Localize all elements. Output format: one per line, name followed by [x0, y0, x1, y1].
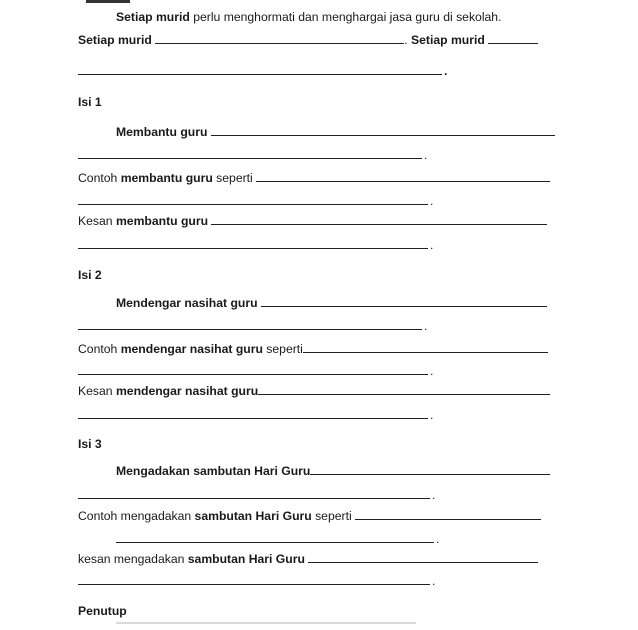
continuation-line [78, 194, 433, 208]
continuation-line [78, 488, 435, 502]
section-topic: Mendengar nasihat guru [116, 296, 258, 310]
line-end: . [430, 194, 434, 208]
faint-next-line [116, 622, 416, 624]
impression-topic: mendengar nasihat guru [115, 384, 259, 398]
fill-blank[interactable] [488, 33, 538, 44]
continuation-line [78, 408, 433, 422]
fill-blank[interactable] [308, 552, 538, 563]
example-topic: membantu guru [120, 171, 213, 185]
continuation-line [78, 574, 435, 588]
continuation-line [116, 532, 439, 546]
fill-blank[interactable] [116, 532, 434, 543]
fill-blank[interactable] [256, 171, 550, 182]
intro-line-2 [78, 33, 538, 47]
intro-sentence: perlu menghormati dan menghargai jasa guru di sekolah. [189, 10, 502, 24]
line-end: . [432, 488, 436, 502]
fill-blank[interactable] [78, 364, 428, 375]
fill-blank[interactable] [78, 574, 430, 585]
fill-blank[interactable] [78, 194, 428, 205]
line-end: . [432, 574, 436, 588]
line-end: . [430, 238, 434, 252]
example-prefix: Contoh [78, 342, 121, 356]
intro-subject: Setiap murid [116, 10, 190, 24]
fill-blank[interactable] [78, 319, 422, 330]
fill-blank[interactable] [310, 464, 550, 475]
intro-line-2-sep: . [404, 33, 411, 47]
section-topic-line [116, 296, 547, 310]
example-topic: sambutan Hari Guru [194, 509, 312, 523]
intro-line-1 [116, 10, 501, 24]
fill-blank[interactable] [355, 509, 541, 520]
impression-line [78, 214, 547, 228]
fill-blank[interactable] [155, 33, 404, 44]
fill-blank[interactable] [78, 148, 422, 159]
section-heading: Isi 3 [78, 437, 102, 451]
intro-line-3-end: . [444, 64, 448, 78]
intro-line-3 [78, 64, 447, 78]
fill-blank[interactable] [211, 214, 547, 225]
fill-blank[interactable] [78, 488, 430, 499]
section-heading: Isi 1 [78, 95, 102, 109]
example-suffix: seperti [262, 342, 303, 356]
example-topic: mendengar nasihat guru [120, 342, 263, 356]
fill-blank[interactable] [261, 296, 547, 307]
fill-blank[interactable] [78, 238, 428, 249]
line-end: . [430, 408, 434, 422]
impression-prefix: Kesan [78, 214, 116, 228]
fill-blank[interactable] [211, 125, 555, 136]
example-line [78, 171, 550, 185]
section-topic-line [116, 464, 550, 478]
impression-topic: sambutan Hari Guru [187, 552, 305, 566]
intro-line-2-mid: Setiap murid [411, 33, 485, 47]
top-cut-mark [86, 0, 130, 3]
example-suffix: seperti [311, 509, 352, 523]
closing-heading: Penutup [78, 604, 127, 618]
section-heading: Isi 2 [78, 268, 102, 282]
fill-blank[interactable] [78, 64, 442, 75]
example-line [78, 509, 541, 523]
impression-line [78, 384, 550, 398]
example-suffix: seperti [212, 171, 253, 185]
line-end: . [424, 319, 428, 333]
example-prefix: Contoh mengadakan [78, 509, 195, 523]
example-line [78, 342, 548, 356]
impression-prefix: kesan mengadakan [78, 552, 188, 566]
impression-topic: membantu guru [115, 214, 209, 228]
section-topic-line [116, 125, 555, 139]
intro-line-2-lead: Setiap murid [78, 33, 152, 47]
continuation-line [78, 319, 427, 333]
impression-prefix: Kesan [78, 384, 116, 398]
continuation-line [78, 238, 433, 252]
section-topic: Membantu guru [116, 125, 208, 139]
fill-blank[interactable] [303, 342, 548, 353]
line-end: . [436, 532, 440, 546]
impression-line [78, 552, 538, 566]
fill-blank[interactable] [78, 408, 428, 419]
line-end: . [430, 364, 434, 378]
line-end: . [424, 148, 428, 162]
continuation-line [78, 148, 427, 162]
continuation-line [78, 364, 433, 378]
example-prefix: Contoh [78, 171, 121, 185]
fill-blank[interactable] [258, 384, 550, 395]
section-topic: Mengadakan sambutan Hari Guru [116, 464, 311, 478]
